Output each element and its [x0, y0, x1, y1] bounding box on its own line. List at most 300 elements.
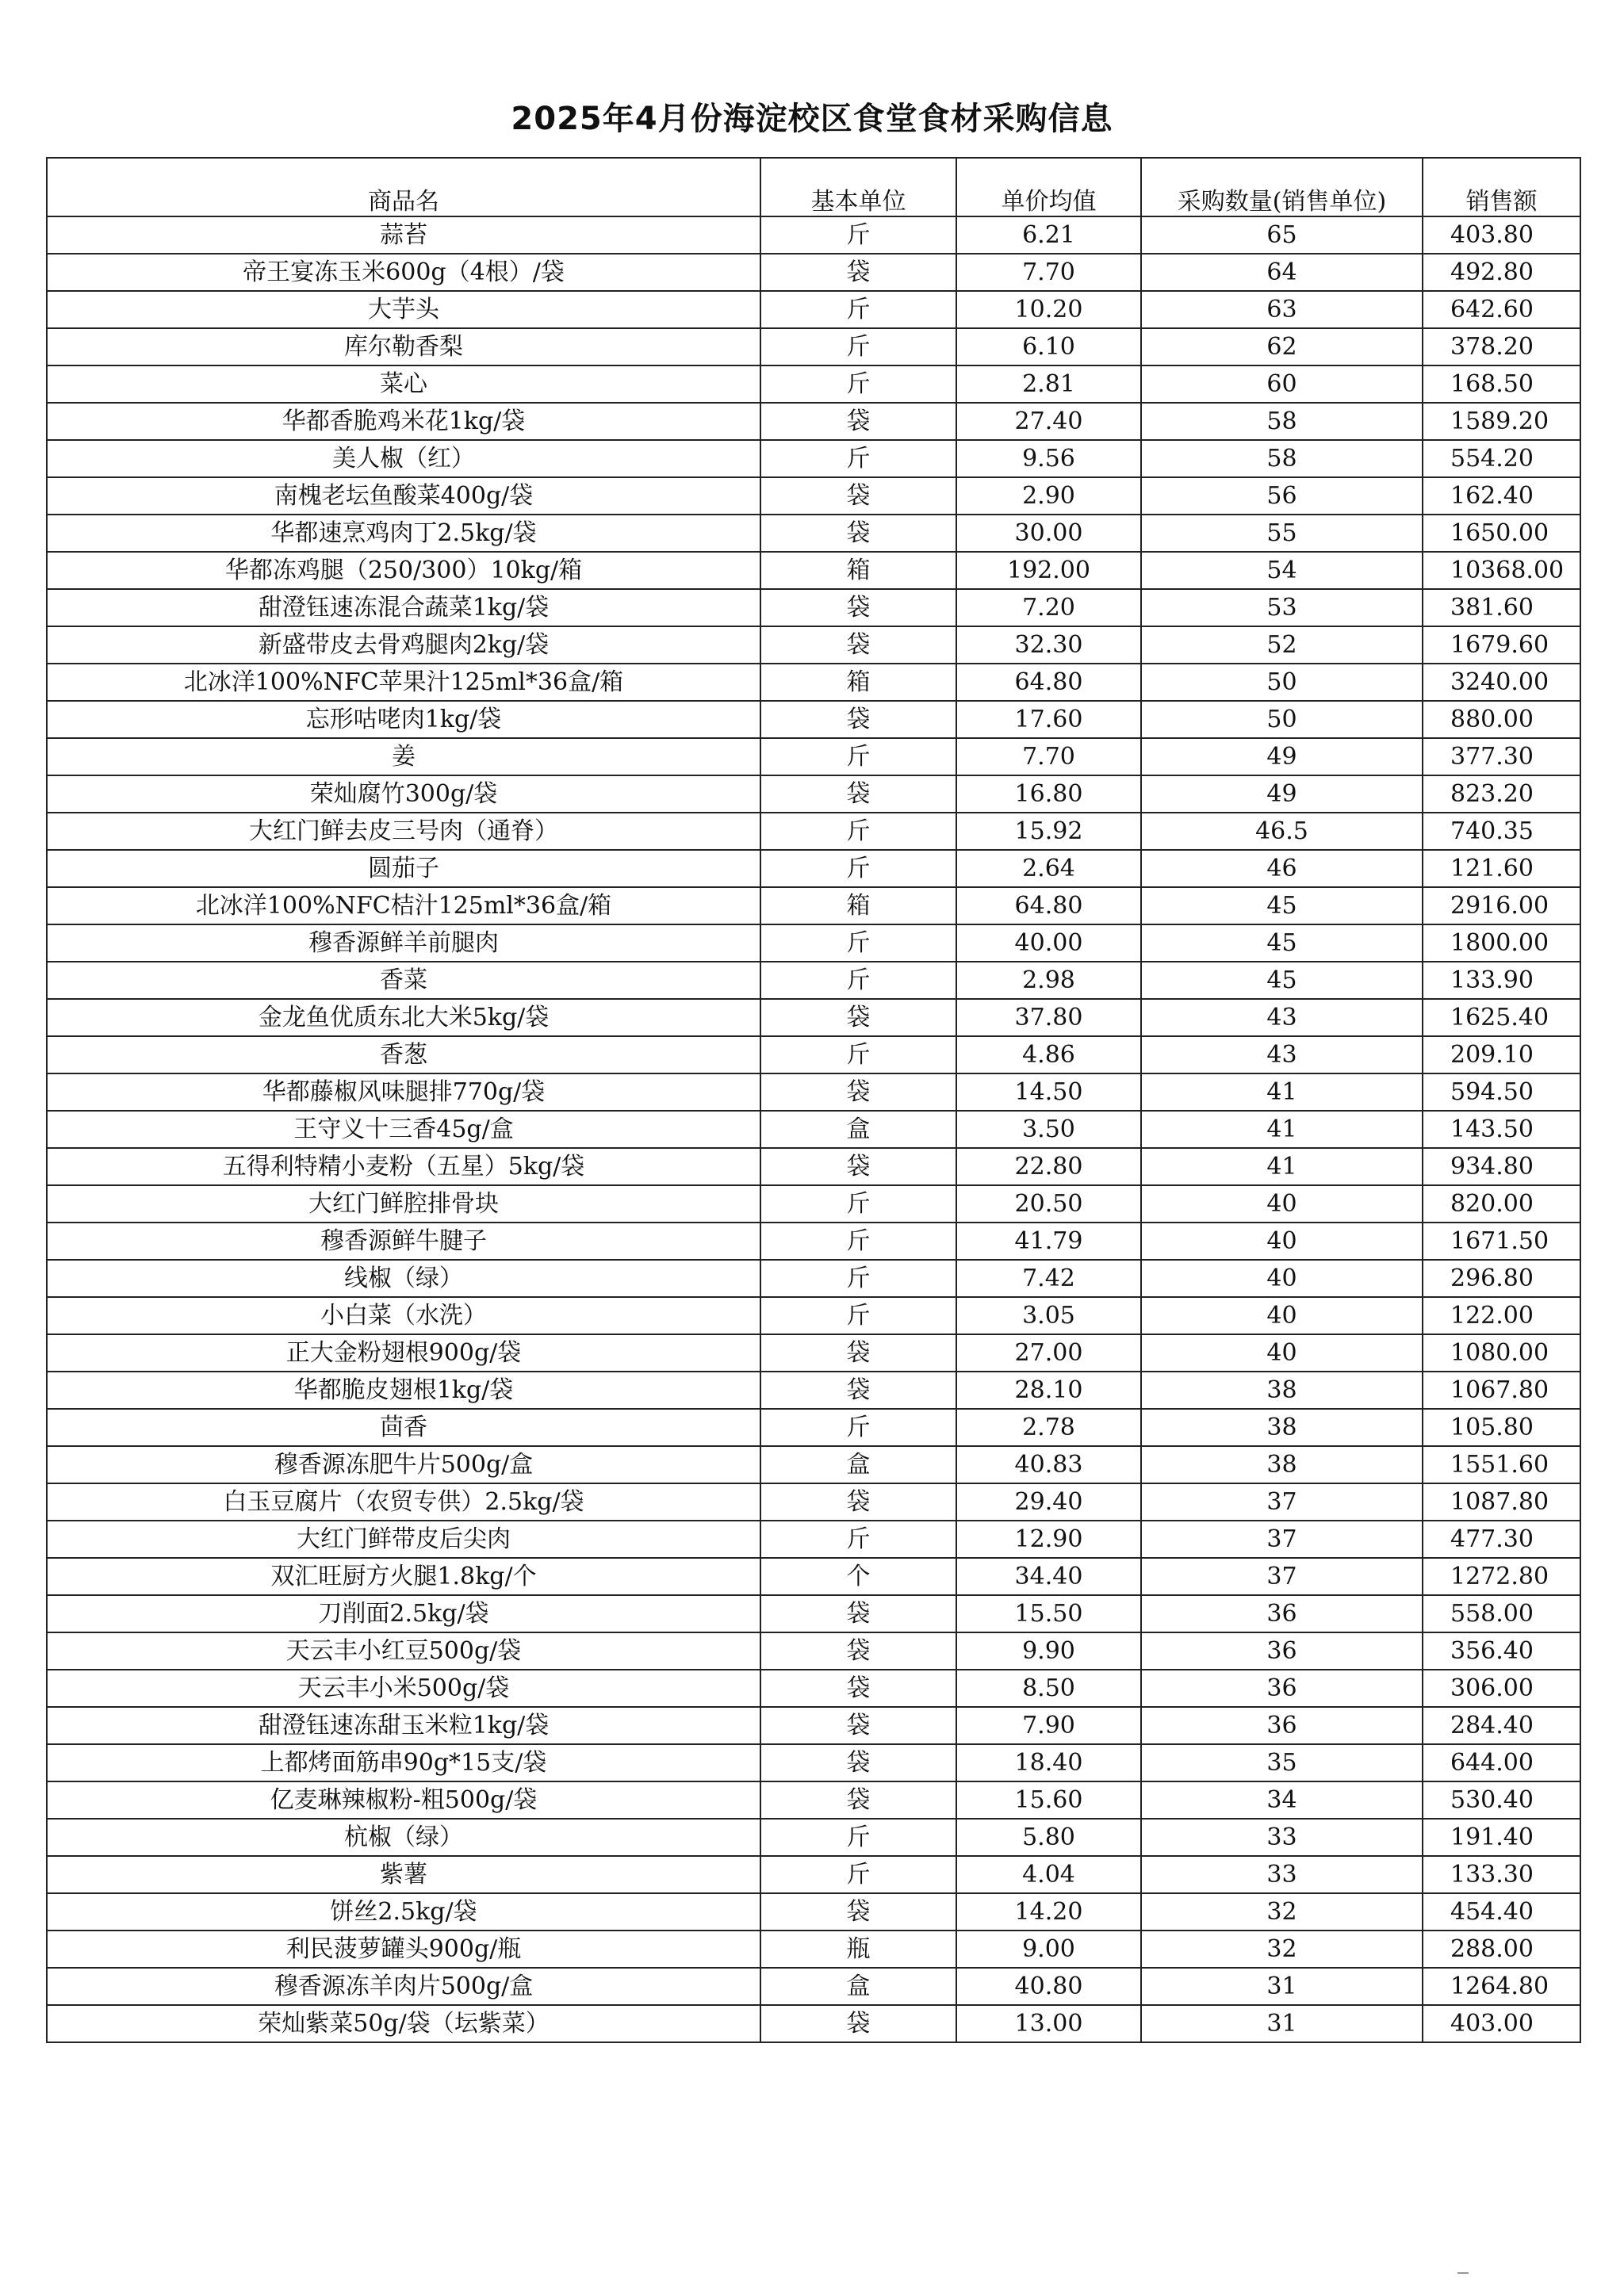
cell-base-unit: 袋: [760, 626, 956, 664]
cell-sales-amount: 381.60: [1423, 589, 1580, 626]
cell-purchase-qty: 40: [1141, 1334, 1423, 1372]
cell-purchase-qty: 38: [1141, 1372, 1423, 1409]
cell-product-name: 白玉豆腐片（农贸专供）2.5kg/袋: [47, 1483, 760, 1521]
cell-purchase-qty: 54: [1141, 552, 1423, 589]
table-row: [47, 701, 1580, 738]
cell-sales-amount: 168.50: [1423, 365, 1580, 403]
footer-mark: [1457, 2272, 1469, 2274]
table-row: [47, 1111, 1580, 1148]
cell-sales-amount: 880.00: [1423, 701, 1580, 738]
cell-avg-price: 34.40: [956, 1558, 1141, 1595]
cell-avg-price: 15.50: [956, 1595, 1141, 1632]
header-purchase-qty: 采购数量(销售单位): [1141, 158, 1423, 216]
cell-avg-price: 3.50: [956, 1111, 1141, 1148]
cell-sales-amount: 143.50: [1423, 1111, 1580, 1148]
cell-purchase-qty: 50: [1141, 701, 1423, 738]
cell-avg-price: 14.20: [956, 1893, 1141, 1931]
cell-base-unit: 袋: [760, 1707, 956, 1744]
header-product-name: 商品名: [47, 158, 760, 216]
cell-purchase-qty: 43: [1141, 1036, 1423, 1073]
cell-product-name: 紫薯: [47, 1856, 760, 1893]
table-row: [47, 291, 1580, 328]
cell-avg-price: 6.21: [956, 216, 1141, 254]
cell-purchase-qty: 58: [1141, 403, 1423, 440]
cell-sales-amount: 454.40: [1423, 1893, 1580, 1931]
cell-avg-price: 32.30: [956, 626, 1141, 664]
cell-product-name: 北冰洋100%NFC桔汁125ml*36盒/箱: [47, 887, 760, 924]
cell-avg-price: 37.80: [956, 999, 1141, 1036]
cell-sales-amount: 1650.00: [1423, 515, 1580, 552]
cell-avg-price: 9.90: [956, 1632, 1141, 1670]
cell-product-name: 上都烤面筋串90g*15支/袋: [47, 1744, 760, 1781]
cell-base-unit: 斤: [760, 291, 956, 328]
cell-base-unit: 袋: [760, 477, 956, 515]
cell-purchase-qty: 52: [1141, 626, 1423, 664]
cell-sales-amount: 740.35: [1423, 813, 1580, 850]
table-row: [47, 1185, 1580, 1223]
cell-avg-price: 15.60: [956, 1781, 1141, 1819]
table-row: [47, 440, 1580, 477]
cell-base-unit: 斤: [760, 850, 956, 887]
table-row: [47, 775, 1580, 813]
cell-product-name: 天云丰小米500g/袋: [47, 1670, 760, 1707]
cell-purchase-qty: 38: [1141, 1446, 1423, 1483]
cell-base-unit: 袋: [760, 775, 956, 813]
cell-sales-amount: 105.80: [1423, 1409, 1580, 1446]
table-row: [47, 1409, 1580, 1446]
cell-product-name: 王守义十三香45g/盒: [47, 1111, 760, 1148]
table-row: [47, 589, 1580, 626]
cell-base-unit: 斤: [760, 962, 956, 999]
cell-purchase-qty: 37: [1141, 1558, 1423, 1595]
table-row: [47, 924, 1580, 962]
table-row: [47, 999, 1580, 1036]
cell-base-unit: 斤: [760, 1297, 956, 1334]
cell-base-unit: 袋: [760, 403, 956, 440]
cell-purchase-qty: 46.5: [1141, 813, 1423, 850]
cell-purchase-qty: 40: [1141, 1185, 1423, 1223]
cell-sales-amount: 133.90: [1423, 962, 1580, 999]
table-row: [47, 1595, 1580, 1632]
cell-sales-amount: 594.50: [1423, 1073, 1580, 1111]
cell-purchase-qty: 31: [1141, 1968, 1423, 2005]
cell-avg-price: 8.50: [956, 1670, 1141, 1707]
cell-base-unit: 袋: [760, 1148, 956, 1185]
cell-sales-amount: 1080.00: [1423, 1334, 1580, 1372]
cell-sales-amount: 284.40: [1423, 1707, 1580, 1744]
cell-purchase-qty: 65: [1141, 216, 1423, 254]
cell-product-name: 香菜: [47, 962, 760, 999]
cell-avg-price: 64.80: [956, 664, 1141, 701]
table-row: [47, 738, 1580, 775]
cell-sales-amount: 1800.00: [1423, 924, 1580, 962]
cell-product-name: 大红门鲜腔排骨块: [47, 1185, 760, 1223]
cell-base-unit: 袋: [760, 1595, 956, 1632]
cell-base-unit: 袋: [760, 1893, 956, 1931]
cell-avg-price: 10.20: [956, 291, 1141, 328]
cell-base-unit: 斤: [760, 1856, 956, 1893]
cell-sales-amount: 1087.80: [1423, 1483, 1580, 1521]
header-sales-amount: 销售额: [1423, 158, 1580, 216]
cell-base-unit: 袋: [760, 589, 956, 626]
cell-avg-price: 7.70: [956, 254, 1141, 291]
cell-product-name: 五得利特精小麦粉（五星）5kg/袋: [47, 1148, 760, 1185]
cell-avg-price: 192.00: [956, 552, 1141, 589]
cell-sales-amount: 820.00: [1423, 1185, 1580, 1223]
cell-avg-price: 2.81: [956, 365, 1141, 403]
cell-base-unit: 个: [760, 1558, 956, 1595]
cell-sales-amount: 492.80: [1423, 254, 1580, 291]
cell-product-name: 华都速烹鸡肉丁2.5kg/袋: [47, 515, 760, 552]
table-row: [47, 1707, 1580, 1744]
cell-purchase-qty: 45: [1141, 887, 1423, 924]
cell-sales-amount: 162.40: [1423, 477, 1580, 515]
cell-sales-amount: 1272.80: [1423, 1558, 1580, 1595]
cell-sales-amount: 1625.40: [1423, 999, 1580, 1036]
table-row: [47, 626, 1580, 664]
cell-sales-amount: 1264.80: [1423, 1968, 1580, 2005]
cell-base-unit: 袋: [760, 1483, 956, 1521]
cell-purchase-qty: 41: [1141, 1073, 1423, 1111]
header-base-unit: 基本单位: [760, 158, 956, 216]
cell-purchase-qty: 40: [1141, 1297, 1423, 1334]
cell-purchase-qty: 32: [1141, 1931, 1423, 1968]
cell-base-unit: 盒: [760, 1111, 956, 1148]
table-body: [47, 216, 1580, 2042]
cell-purchase-qty: 60: [1141, 365, 1423, 403]
cell-avg-price: 2.90: [956, 477, 1141, 515]
table-header-row: [47, 158, 1580, 216]
cell-avg-price: 7.70: [956, 738, 1141, 775]
cell-avg-price: 22.80: [956, 1148, 1141, 1185]
cell-purchase-qty: 36: [1141, 1595, 1423, 1632]
table-row: [47, 552, 1580, 589]
cell-purchase-qty: 41: [1141, 1111, 1423, 1148]
cell-purchase-qty: 45: [1141, 924, 1423, 962]
cell-purchase-qty: 34: [1141, 1781, 1423, 1819]
cell-product-name: 香葱: [47, 1036, 760, 1073]
cell-base-unit: 袋: [760, 1670, 956, 1707]
cell-purchase-qty: 49: [1141, 775, 1423, 813]
cell-base-unit: 瓶: [760, 1931, 956, 1968]
cell-avg-price: 40.83: [956, 1446, 1141, 1483]
cell-product-name: 南槐老坛鱼酸菜400g/袋: [47, 477, 760, 515]
cell-product-name: 大红门鲜去皮三号肉（通脊）: [47, 813, 760, 850]
cell-sales-amount: 296.80: [1423, 1260, 1580, 1297]
cell-purchase-qty: 46: [1141, 850, 1423, 887]
cell-sales-amount: 306.00: [1423, 1670, 1580, 1707]
cell-sales-amount: 642.60: [1423, 291, 1580, 328]
table-row: [47, 813, 1580, 850]
cell-sales-amount: 121.60: [1423, 850, 1580, 887]
cell-purchase-qty: 36: [1141, 1707, 1423, 1744]
cell-purchase-qty: 38: [1141, 1409, 1423, 1446]
table-row: [47, 1073, 1580, 1111]
cell-purchase-qty: 37: [1141, 1483, 1423, 1521]
cell-avg-price: 28.10: [956, 1372, 1141, 1409]
cell-base-unit: 斤: [760, 1409, 956, 1446]
cell-product-name: 库尔勒香梨: [47, 328, 760, 365]
cell-purchase-qty: 31: [1141, 2005, 1423, 2042]
cell-product-name: 亿麦琳辣椒粉-粗500g/袋: [47, 1781, 760, 1819]
table-row: [47, 1260, 1580, 1297]
cell-base-unit: 袋: [760, 2005, 956, 2042]
cell-avg-price: 4.04: [956, 1856, 1141, 1893]
cell-avg-price: 30.00: [956, 515, 1141, 552]
cell-base-unit: 斤: [760, 1819, 956, 1856]
table-row: [47, 1856, 1580, 1893]
cell-sales-amount: 191.40: [1423, 1819, 1580, 1856]
cell-base-unit: 斤: [760, 328, 956, 365]
cell-product-name: 双汇旺厨方火腿1.8kg/个: [47, 1558, 760, 1595]
cell-product-name: 穆香源鲜羊前腿肉: [47, 924, 760, 962]
cell-base-unit: 斤: [760, 1260, 956, 1297]
cell-avg-price: 17.60: [956, 701, 1141, 738]
cell-purchase-qty: 37: [1141, 1521, 1423, 1558]
table-row: [47, 1334, 1580, 1372]
cell-sales-amount: 477.30: [1423, 1521, 1580, 1558]
cell-avg-price: 9.56: [956, 440, 1141, 477]
cell-product-name: 大红门鲜带皮后尖肉: [47, 1521, 760, 1558]
table-row: [47, 216, 1580, 254]
cell-purchase-qty: 56: [1141, 477, 1423, 515]
cell-base-unit: 斤: [760, 365, 956, 403]
cell-product-name: 大芋头: [47, 291, 760, 328]
cell-purchase-qty: 36: [1141, 1632, 1423, 1670]
cell-purchase-qty: 40: [1141, 1223, 1423, 1260]
cell-base-unit: 箱: [760, 664, 956, 701]
table-row: [47, 1483, 1580, 1521]
cell-purchase-qty: 41: [1141, 1148, 1423, 1185]
table-row: [47, 365, 1580, 403]
cell-product-name: 穆香源冻羊肉片500g/盒: [47, 1968, 760, 2005]
cell-base-unit: 盒: [760, 1968, 956, 2005]
cell-product-name: 北冰洋100%NFC苹果汁125ml*36盒/箱: [47, 664, 760, 701]
cell-base-unit: 袋: [760, 1632, 956, 1670]
cell-product-name: 杭椒（绿）: [47, 1819, 760, 1856]
cell-product-name: 金龙鱼优质东北大米5kg/袋: [47, 999, 760, 1036]
cell-base-unit: 袋: [760, 1334, 956, 1372]
cell-avg-price: 2.78: [956, 1409, 1141, 1446]
cell-product-name: 荣灿腐竹300g/袋: [47, 775, 760, 813]
table-row: [47, 515, 1580, 552]
cell-sales-amount: 2916.00: [1423, 887, 1580, 924]
cell-sales-amount: 554.20: [1423, 440, 1580, 477]
table-row: [47, 477, 1580, 515]
cell-sales-amount: 377.30: [1423, 738, 1580, 775]
cell-base-unit: 袋: [760, 701, 956, 738]
cell-sales-amount: 122.00: [1423, 1297, 1580, 1334]
cell-product-name: 甜澄钰速冻甜玉米粒1kg/袋: [47, 1707, 760, 1744]
cell-product-name: 蒜苔: [47, 216, 760, 254]
cell-base-unit: 袋: [760, 1744, 956, 1781]
cell-product-name: 华都藤椒风味腿排770g/袋: [47, 1073, 760, 1111]
cell-base-unit: 袋: [760, 1073, 956, 1111]
cell-base-unit: 箱: [760, 887, 956, 924]
cell-avg-price: 27.40: [956, 403, 1141, 440]
procurement-table: [46, 157, 1581, 2043]
cell-purchase-qty: 49: [1141, 738, 1423, 775]
cell-avg-price: 14.50: [956, 1073, 1141, 1111]
cell-product-name: 穆香源冻肥牛片500g/盒: [47, 1446, 760, 1483]
cell-product-name: 小白菜（水洗）: [47, 1297, 760, 1334]
cell-avg-price: 5.80: [956, 1819, 1141, 1856]
cell-purchase-qty: 64: [1141, 254, 1423, 291]
cell-purchase-qty: 63: [1141, 291, 1423, 328]
cell-avg-price: 16.80: [956, 775, 1141, 813]
table-row: [47, 2005, 1580, 2042]
cell-sales-amount: 209.10: [1423, 1036, 1580, 1073]
cell-purchase-qty: 43: [1141, 999, 1423, 1036]
cell-sales-amount: 823.20: [1423, 775, 1580, 813]
cell-base-unit: 斤: [760, 924, 956, 962]
cell-avg-price: 7.20: [956, 589, 1141, 626]
cell-base-unit: 斤: [760, 1521, 956, 1558]
table-row: [47, 1148, 1580, 1185]
cell-sales-amount: 1679.60: [1423, 626, 1580, 664]
cell-product-name: 甜澄钰速冻混合蔬菜1kg/袋: [47, 589, 760, 626]
cell-avg-price: 2.98: [956, 962, 1141, 999]
cell-avg-price: 9.00: [956, 1931, 1141, 1968]
table-row: [47, 1632, 1580, 1670]
cell-sales-amount: 1551.60: [1423, 1446, 1580, 1483]
cell-avg-price: 40.00: [956, 924, 1141, 962]
cell-sales-amount: 530.40: [1423, 1781, 1580, 1819]
table-row: [47, 254, 1580, 291]
cell-product-name: 饼丝2.5kg/袋: [47, 1893, 760, 1931]
cell-avg-price: 13.00: [956, 2005, 1141, 2042]
cell-sales-amount: 1589.20: [1423, 403, 1580, 440]
cell-product-name: 刀削面2.5kg/袋: [47, 1595, 760, 1632]
cell-base-unit: 斤: [760, 1223, 956, 1260]
table-row: [47, 1223, 1580, 1260]
cell-purchase-qty: 53: [1141, 589, 1423, 626]
table-row: [47, 1744, 1580, 1781]
table-row: [47, 1968, 1580, 2005]
cell-product-name: 圆茄子: [47, 850, 760, 887]
cell-base-unit: 斤: [760, 738, 956, 775]
table-row: [47, 887, 1580, 924]
cell-purchase-qty: 58: [1141, 440, 1423, 477]
cell-purchase-qty: 32: [1141, 1893, 1423, 1931]
cell-avg-price: 20.50: [956, 1185, 1141, 1223]
cell-product-name: 姜: [47, 738, 760, 775]
cell-avg-price: 64.80: [956, 887, 1141, 924]
table-row: [47, 1931, 1580, 1968]
cell-product-name: 忘形咕咾肉1kg/袋: [47, 701, 760, 738]
header-avg-price: 单价均值: [956, 158, 1141, 216]
table-row: [47, 1781, 1580, 1819]
table-row: [47, 1446, 1580, 1483]
cell-sales-amount: 403.80: [1423, 216, 1580, 254]
cell-product-name: 华都脆皮翅根1kg/袋: [47, 1372, 760, 1409]
table-row: [47, 328, 1580, 365]
cell-sales-amount: 403.00: [1423, 2005, 1580, 2042]
cell-sales-amount: 288.00: [1423, 1931, 1580, 1968]
cell-avg-price: 27.00: [956, 1334, 1141, 1372]
cell-sales-amount: 1671.50: [1423, 1223, 1580, 1260]
table-row: [47, 1893, 1580, 1931]
cell-sales-amount: 133.30: [1423, 1856, 1580, 1893]
cell-purchase-qty: 50: [1141, 664, 1423, 701]
table-row: [47, 1297, 1580, 1334]
cell-product-name: 穆香源鲜牛腱子: [47, 1223, 760, 1260]
cell-avg-price: 7.42: [956, 1260, 1141, 1297]
cell-base-unit: 斤: [760, 813, 956, 850]
cell-avg-price: 3.05: [956, 1297, 1141, 1334]
cell-base-unit: 斤: [760, 216, 956, 254]
cell-product-name: 华都冻鸡腿（250/300）10kg/箱: [47, 552, 760, 589]
cell-avg-price: 40.80: [956, 1968, 1141, 2005]
cell-product-name: 帝王宴冻玉米600g（4根）/袋: [47, 254, 760, 291]
table-row: [47, 664, 1580, 701]
table-row: [47, 403, 1580, 440]
table-row: [47, 1670, 1580, 1707]
cell-base-unit: 斤: [760, 440, 956, 477]
page-title: 2025年4月份海淀校区食堂食材采购信息: [511, 101, 1113, 137]
table-row: [47, 850, 1580, 887]
cell-product-name: 天云丰小红豆500g/袋: [47, 1632, 760, 1670]
cell-avg-price: 7.90: [956, 1707, 1141, 1744]
cell-avg-price: 2.64: [956, 850, 1141, 887]
cell-purchase-qty: 36: [1141, 1670, 1423, 1707]
cell-sales-amount: 644.00: [1423, 1744, 1580, 1781]
cell-avg-price: 15.92: [956, 813, 1141, 850]
cell-avg-price: 6.10: [956, 328, 1141, 365]
table-row: [47, 1036, 1580, 1073]
table-row: [47, 962, 1580, 999]
cell-purchase-qty: 33: [1141, 1856, 1423, 1893]
cell-base-unit: 袋: [760, 1372, 956, 1409]
cell-avg-price: 29.40: [956, 1483, 1141, 1521]
cell-sales-amount: 10368.00: [1423, 552, 1580, 589]
cell-purchase-qty: 33: [1141, 1819, 1423, 1856]
cell-sales-amount: 3240.00: [1423, 664, 1580, 701]
cell-base-unit: 袋: [760, 999, 956, 1036]
cell-base-unit: 袋: [760, 254, 956, 291]
cell-avg-price: 18.40: [956, 1744, 1141, 1781]
table-row: [47, 1521, 1580, 1558]
cell-sales-amount: 1067.80: [1423, 1372, 1580, 1409]
cell-sales-amount: 558.00: [1423, 1595, 1580, 1632]
cell-product-name: 利民菠萝罐头900g/瓶: [47, 1931, 760, 1968]
cell-avg-price: 41.79: [956, 1223, 1141, 1260]
cell-product-name: 线椒（绿）: [47, 1260, 760, 1297]
cell-purchase-qty: 40: [1141, 1260, 1423, 1297]
cell-purchase-qty: 35: [1141, 1744, 1423, 1781]
table-row: [47, 1819, 1580, 1856]
cell-base-unit: 袋: [760, 1781, 956, 1819]
cell-product-name: 荣灿紫菜50g/袋（坛紫菜）: [47, 2005, 760, 2042]
cell-base-unit: 箱: [760, 552, 956, 589]
cell-base-unit: 盒: [760, 1446, 956, 1483]
cell-sales-amount: 934.80: [1423, 1148, 1580, 1185]
cell-product-name: 茴香: [47, 1409, 760, 1446]
cell-base-unit: 斤: [760, 1185, 956, 1223]
cell-base-unit: 袋: [760, 515, 956, 552]
cell-avg-price: 12.90: [956, 1521, 1141, 1558]
cell-sales-amount: 356.40: [1423, 1632, 1580, 1670]
cell-avg-price: 4.86: [956, 1036, 1141, 1073]
cell-product-name: 菜心: [47, 365, 760, 403]
cell-purchase-qty: 62: [1141, 328, 1423, 365]
table-row: [47, 1558, 1580, 1595]
cell-product-name: 新盛带皮去骨鸡腿肉2kg/袋: [47, 626, 760, 664]
cell-product-name: 华都香脆鸡米花1kg/袋: [47, 403, 760, 440]
cell-purchase-qty: 45: [1141, 962, 1423, 999]
cell-product-name: 美人椒（红）: [47, 440, 760, 477]
cell-base-unit: 斤: [760, 1036, 956, 1073]
